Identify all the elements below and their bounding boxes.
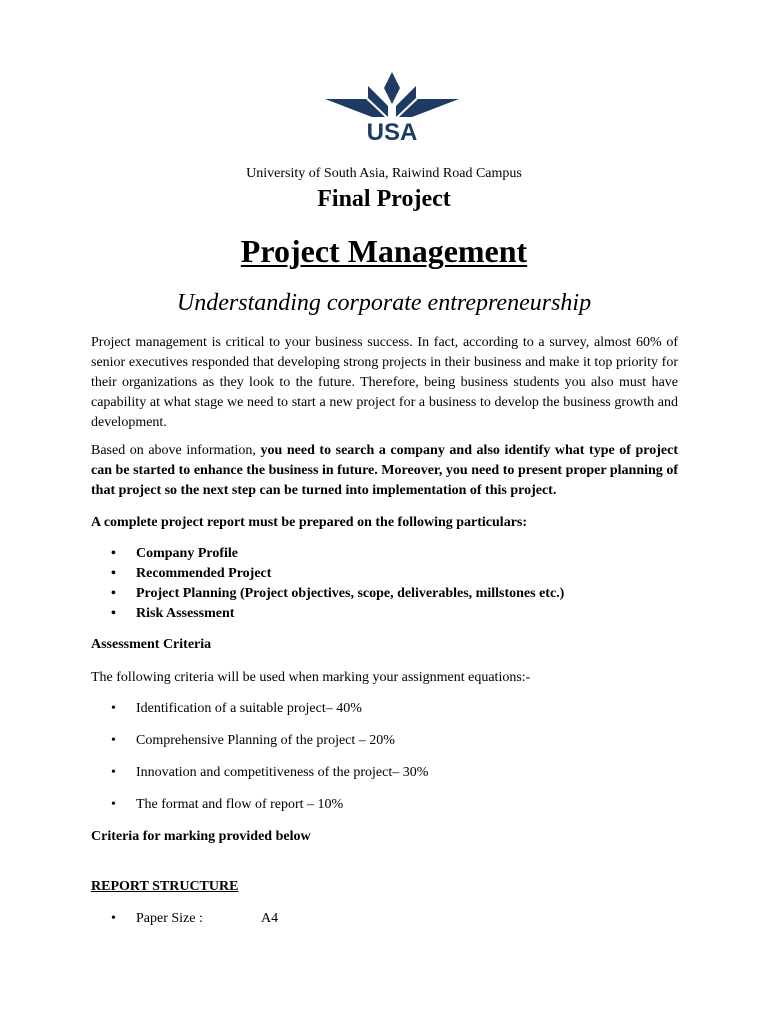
final-project-heading: Final Project — [317, 186, 451, 212]
report-structure-heading: REPORT STRUCTURE — [91, 879, 239, 894]
report-structure-list — [111, 909, 278, 929]
usa-logo-icon — [322, 72, 462, 144]
list-item: • Recommended Project — [111, 564, 564, 584]
university-logo — [322, 72, 462, 144]
task-paragraph — [91, 441, 678, 501]
list-item: • Identification of a suitable project– 40% — [111, 699, 428, 731]
marking-criteria-note: Criteria for marking provided below — [91, 829, 311, 844]
list-item: • Project Planning (Project objectives, scope, deliverables, millstones etc.) — [111, 584, 564, 604]
page-subtitle: Understanding corporate entrepreneurship — [176, 290, 592, 316]
paper-size-value: A4 — [261, 911, 279, 926]
list-item: • Innovation and competitiveness of the project– 30% — [111, 763, 428, 795]
assessment-criteria-heading: Assessment Criteria — [91, 637, 212, 652]
list-item: • The format and flow of report – 10% — [111, 795, 428, 827]
page-title: Project Management — [240, 233, 528, 269]
assessment-criteria-list — [111, 699, 428, 827]
report-particulars-list — [111, 544, 564, 624]
paper-size-label: Paper Size : — [136, 911, 203, 926]
list-item: • Comprehensive Planning of the project – 20% — [111, 731, 428, 763]
list-item: • Company Profile — [111, 544, 564, 564]
list-item — [111, 909, 278, 929]
campus-name: University of South Asia, Raiwind Road Campus — [246, 166, 522, 181]
report-particulars-heading: A complete project report must be prepared on the following particulars: — [91, 515, 528, 530]
assessment-intro: The following criteria will be used when marking your assignment equations:- — [91, 670, 531, 685]
logo-text: USA — [366, 119, 418, 144]
task-bold-text: you need to search a company and also identify what type of project can be started to enhance the business in future. Moreover, you need to present proper planning of that project so the next step can be turned into implementation of this project. — [91, 443, 678, 498]
list-item: • Risk Assessment — [111, 604, 564, 624]
intro-paragraph: Project management is critical to your business success. In fact, according to a survey, almost 60% of senior executives responded that developing strong projects in their business and make it top priority for their organizations as they look to the future. Therefore, being business students you also must have capability at what stage we need to start a new project for a business to develop the business growth and development. — [91, 335, 678, 430]
task-lead-text: Based on above information, — [91, 443, 261, 458]
